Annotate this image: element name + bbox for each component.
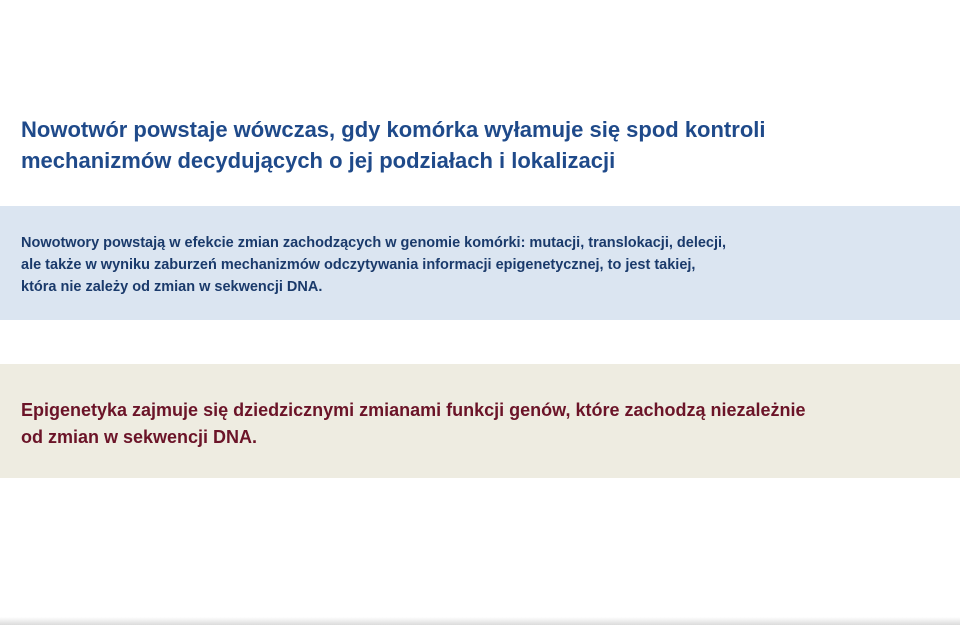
slide-title-line-2: mechanizmów decydujących o jej podziałach i lokalizacji (21, 148, 616, 173)
beige-definition-line-2: od zmian w sekwencji DNA. (21, 427, 258, 447)
blue-info-line-2: ale także w wyniku zaburzeń mechanizmów odczytywania informacji epigenetycznej, to jest takiej, (21, 257, 696, 273)
slide-title-line-1: Nowotwór powstaje wówczas, gdy komórka wyłamuje się spod kontroli (21, 117, 766, 142)
beige-definition-text (21, 397, 941, 451)
blue-info-line-1: Nowotwory powstają w efekcie zmian zachodzących w genomie komórki: mutacji, translokacji, delecji, (21, 235, 727, 251)
beige-definition-line-1: Epigenetyka zajmuje się dziedzicznymi zmianami funkcji genów, które zachodzą niezależnie (21, 400, 806, 420)
blue-info-line-3: która nie zależy od zmian w sekwencji DNA. (21, 279, 323, 295)
bottom-shadow (0, 617, 960, 625)
blue-info-text (21, 232, 941, 298)
slide-title (21, 114, 921, 176)
